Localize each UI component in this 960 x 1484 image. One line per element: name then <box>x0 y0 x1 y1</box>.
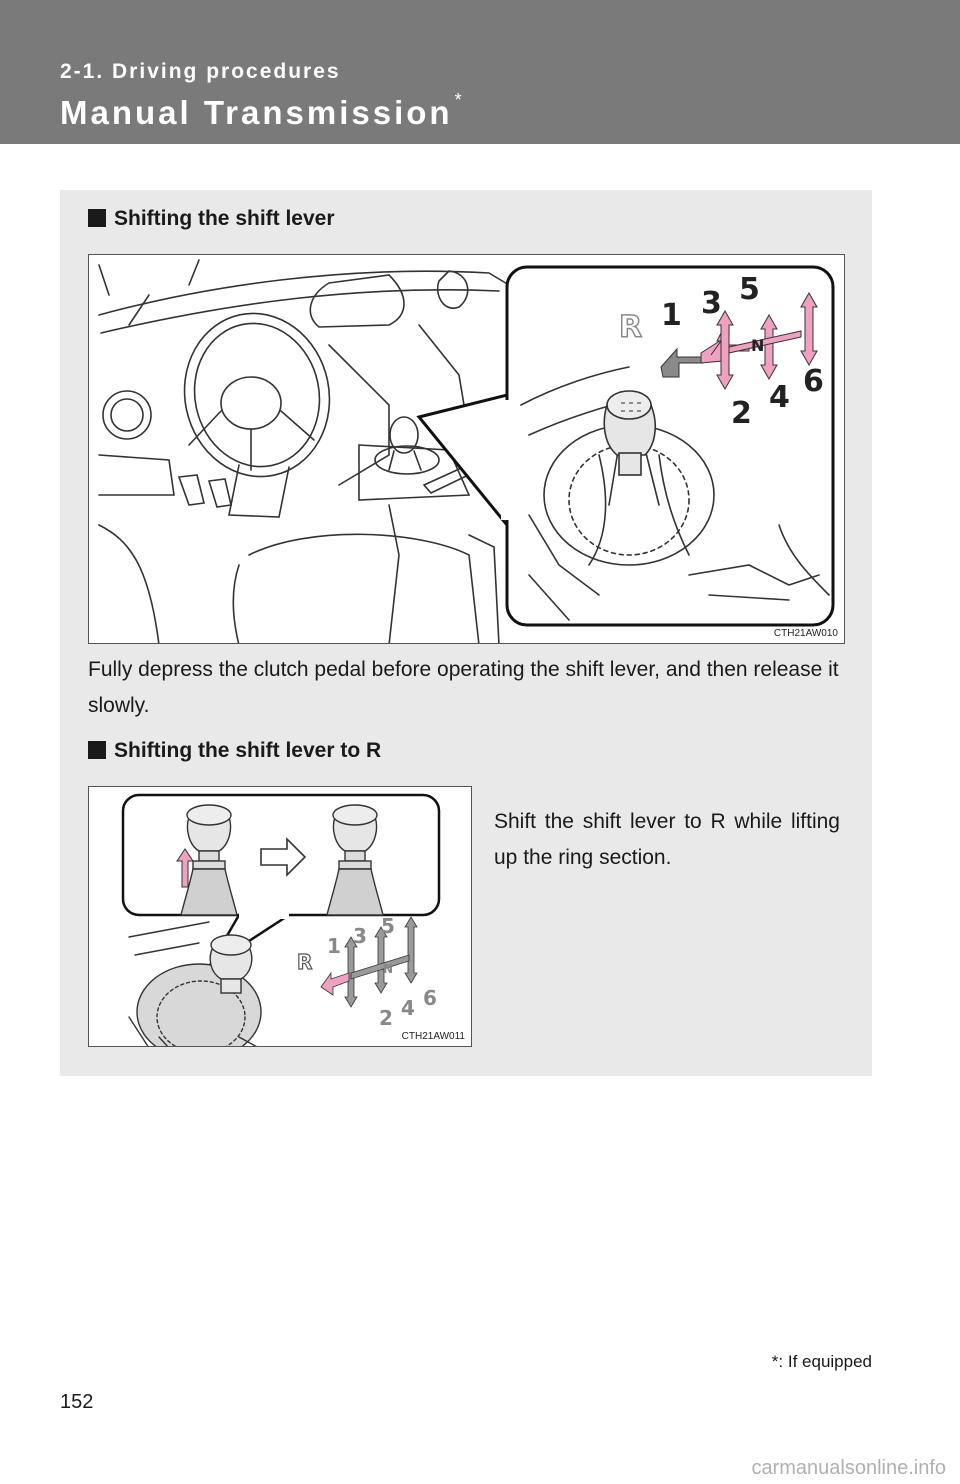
gear-label-2-small: 2 <box>379 1006 393 1030</box>
square-bullet-icon <box>88 741 106 759</box>
gear-label-1: 1 <box>661 298 682 333</box>
heading-shifting-r <box>88 739 381 763</box>
gear-label-4: 4 <box>769 380 790 415</box>
heading-shifting-text: Shifting the shift lever <box>114 207 335 230</box>
gear-label-4-small: 4 <box>401 996 415 1020</box>
page-title <box>60 90 465 132</box>
heading-shifting-r-text: Shifting the shift lever to R <box>114 739 382 762</box>
gear-label-6: 6 <box>803 364 824 399</box>
figure-code-2: CTH21AW011 <box>401 1031 465 1042</box>
gear-label-6-small: 6 <box>423 986 437 1010</box>
title-asterisk: * <box>454 90 465 110</box>
figure-shift-lever-interior <box>88 254 845 644</box>
reverse-illustration <box>89 787 472 1047</box>
interior-illustration <box>89 255 845 644</box>
watermark: carmanualsonline.info <box>751 1457 946 1479</box>
figure-shift-lever-r <box>88 786 472 1047</box>
page-header <box>0 0 960 144</box>
gear-label-r: R <box>619 310 643 345</box>
gear-label-3-small: 3 <box>353 924 367 948</box>
gear-label-1-small: 1 <box>327 934 341 958</box>
heading-shifting <box>88 207 335 231</box>
figure-code-1: CTH21AW010 <box>773 628 838 639</box>
gear-label-n: N <box>751 336 765 355</box>
gear-label-5-small: 5 <box>381 914 395 938</box>
gear-label-2: 2 <box>731 396 752 431</box>
page-number: 152 <box>60 1391 94 1413</box>
paragraph-reverse: Shift the shift lever to R while lifting up the ring section. <box>494 810 840 869</box>
square-bullet-icon <box>88 209 106 227</box>
gear-label-n-small: N <box>383 962 394 976</box>
gear-label-5: 5 <box>739 272 760 307</box>
gear-label-r-small: R <box>297 950 313 974</box>
page-title-text: Manual Transmission <box>60 94 453 131</box>
gear-label-3: 3 <box>701 286 722 321</box>
paragraph-clutch: Fully depress the clutch pedal before operating the shift lever, and then release it slowly. <box>88 658 839 717</box>
footnote: *: If equipped <box>771 1352 872 1371</box>
section-label: 2-1. Driving procedures <box>60 60 341 83</box>
